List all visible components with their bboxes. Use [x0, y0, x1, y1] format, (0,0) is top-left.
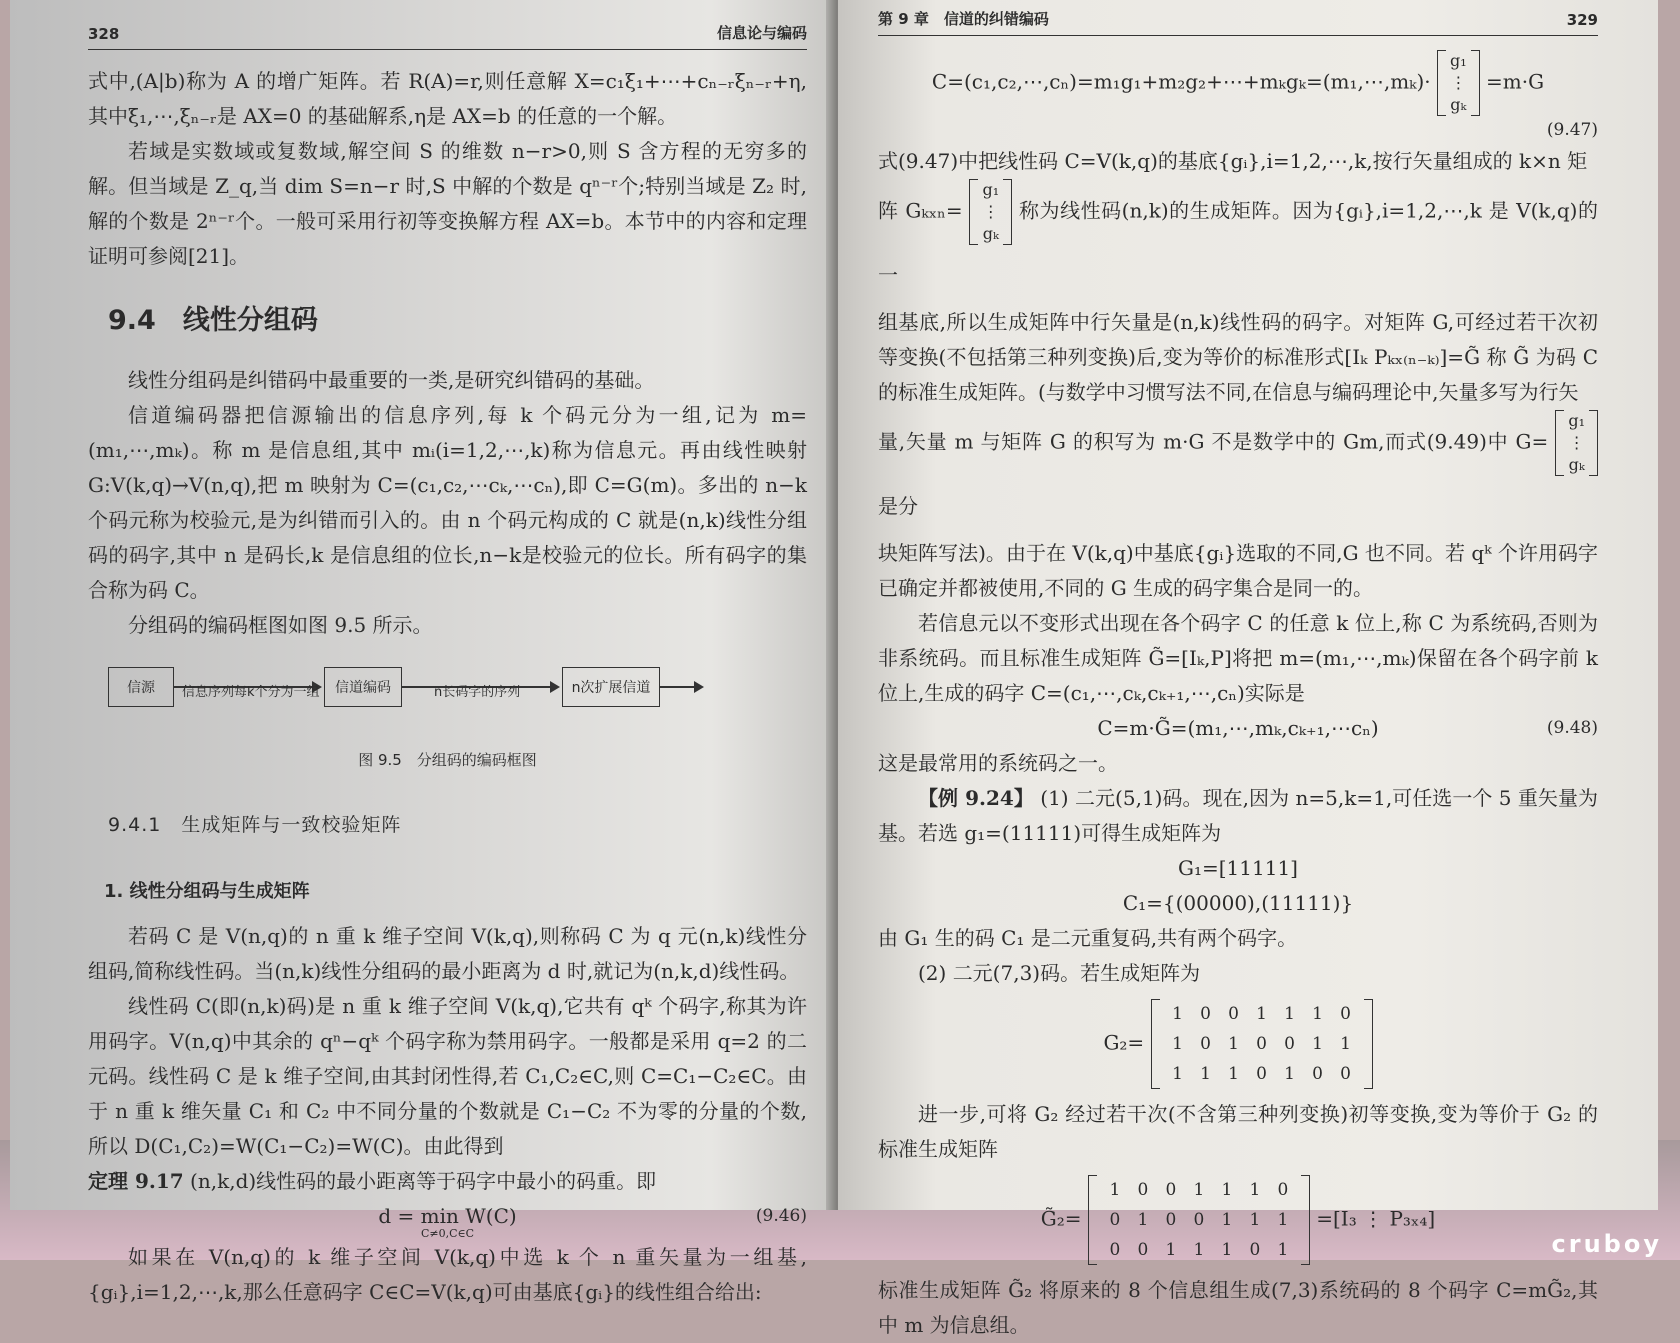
matrix-entry: 0 [1137, 1180, 1149, 1200]
matrix-entry: 1 [1193, 1180, 1205, 1200]
left-page [10, 0, 835, 1304]
matrix-entry: 1 [1165, 1240, 1177, 1260]
matrix-entry: 1 [1277, 1210, 1289, 1230]
section-paragraph-2: 信道编码器把信源输出的信息序列,每 k 个码元分为一组,记为 m=(m₁,⋯,mₖ)。称 m 是信息组,其中 mᵢ(i=1,2,⋯,k)称为信息元。再由线性映射 G:V(k,q)→V(n,q),把 m 映射为 C=(c₁,c₂,⋯cₖ,⋯cₙ),即 C=G(m)。多出的 n−k 个码元称为校验元,是为纠错而引入的。由 n 个码元构成的 C 就是(n,k)线性分组码的码字,其中 n 是码长,k 是信息组的位长,n−k是校验元的位长。所有码字的集合称为码 C。 [88, 403, 807, 602]
arrow-head-3 [694, 681, 704, 693]
matrix-entry: 0 [1256, 1064, 1267, 1084]
generator-matrix-prefix: 阵 Gₖₓₙ= [878, 198, 963, 223]
matrix-entry: 0 [1284, 1034, 1295, 1054]
right-paragraph-6: 若信息元以不变形式出现在各个码字 C 的任意 k 位上,称 C 为系统码,否则为非系统码。而且标准生成矩阵 G̃=[Iₖ,P]将把 m=(m₁,⋯,mₖ)保留在各个码字前 k 位上,生成的码字 C=(c₁,⋯,cₖ,cₖ₊₁,⋯,cₙ)实际是 [878, 611, 1598, 705]
right-paragraph-9: (2) 二元(7,3)码。若生成矩阵为 [918, 961, 1201, 985]
vector-entry: gₖ [982, 224, 999, 243]
vector-entry: gₖ [1568, 455, 1585, 474]
vector-entry: ⋮ [1568, 433, 1585, 452]
encoder-box: 信道编码 [324, 667, 402, 707]
arrow-head-2 [550, 681, 560, 693]
matrix-entry: 1 [1256, 1004, 1267, 1024]
source-box: 信源 [108, 667, 174, 707]
right-paragraph-11: 标准生成矩阵 G̃₂ 将原来的 8 个信息组生成(7,3)系统码的 8 个码字 C=mG̃₂,其中 m 为信息组。 [878, 1278, 1598, 1337]
matrix-entry: 1 [1228, 1034, 1239, 1054]
matrix-entry: 0 [1340, 1064, 1351, 1084]
section-paragraph-3: 分组码的编码框图如图 9.5 所示。 [128, 613, 433, 637]
right-paragraph-1: 式(9.47)中把线性码 C=V(k,q)的基底{gᵢ},i=1,2,⋯,k,按行矢量组成的 k×n 矩 [878, 149, 1588, 173]
g2t-tail: =[I₃ ⋮ P₃ₓ₄] [1316, 1206, 1436, 1231]
arrow1-label: 信息序列每k个分为一组 [182, 685, 320, 700]
matrix-entry: 0 [1340, 1004, 1351, 1024]
eq947-vector [1437, 50, 1480, 116]
matrix-entry: 1 [1109, 1180, 1121, 1200]
matrix-entry: 0 [1249, 1240, 1261, 1260]
matrix-entry: 1 [1312, 1034, 1323, 1054]
intro-paragraph-1: 式中,(A|b)称为 A 的增广矩阵。若 R(A)=r,则任意解 X=c₁ξ₁+⋯+cₙ₋ᵣξₙ₋ᵣ+η,其中ξ₁,⋯,ξₙ₋ᵣ是 AX=0 的基础解系,η是 AX=b 的任意的一个解。 [88, 69, 807, 128]
matrix-entry: 1 [1172, 1034, 1183, 1054]
right-page-number: 329 [1566, 11, 1598, 29]
example-paragraph [878, 781, 1598, 851]
block-matrix-vector [1555, 410, 1598, 476]
g2-matrix [1160, 999, 1364, 1089]
matrix-entry: 0 [1312, 1064, 1323, 1084]
matrix-entry: 1 [1284, 1004, 1295, 1024]
eq947-body: C=(c₁,c₂,⋯,cₙ)=m₁g₁+m₂g₂+⋯+mₖgₖ=(m₁,⋯,mₖ)· [931, 69, 1431, 94]
equation-9-46-body: d = min W(C) [378, 1204, 517, 1228]
g2-standard-matrix-equation [878, 1175, 1598, 1265]
matrix-entry: 1 [1340, 1034, 1351, 1054]
matrix-entry: 1 [1277, 1240, 1289, 1260]
vector-entry: g₁ [1449, 51, 1467, 70]
vector-entry: ⋮ [1450, 73, 1467, 92]
intro-paragraph-2: 若域是实数域或复数域,解空间 S 的维数 n−r>0,则 S 含方程的无穷多的解。但当域是 Z_q,当 dim S=n−r 时,S 中解的个数是 qⁿ⁻ʳ个;特别当域是 Z₂ 时,解的个数是 2ⁿ⁻ʳ个。一般可采用行初等变换解方程 AX=b。本节中的内容和定理证明可参阅[21]。 [88, 139, 807, 268]
theorem-label: 定理 9.17 [88, 1169, 184, 1193]
g2-matrix-equation [878, 999, 1598, 1089]
vector-entry: g₁ [982, 180, 1000, 199]
matrix-entry: 0 [1193, 1210, 1205, 1230]
right-paragraph-4 [878, 410, 1598, 536]
equation-9-47 [878, 50, 1598, 116]
eq948-body: C=m·G̃=(m₁,⋯,mₖ,cₖ₊₁,⋯cₙ) [1097, 716, 1379, 740]
left-page-number: 328 [88, 25, 120, 43]
vector-entry: gₖ [1450, 95, 1467, 114]
g1-equation: G₁=[11111] [1178, 856, 1298, 880]
equation-9-46-number: (9.46) [755, 1206, 807, 1226]
matrix-entry: 1 [1249, 1180, 1261, 1200]
body-paragraph-1: 若码 C 是 V(n,q)的 n 重 k 维子空间 V(k,q),则称码 C 为 q 元(n,k)线性分组码,简称线性码。当(n,k)线性分组码的最小距离为 d 时,就记为(n,k,d)线性码。 [88, 924, 807, 983]
right-running-title: 第 9 章 信道的纠错编码 [878, 10, 1049, 28]
subsubsection-title: 1. 线性分组码与生成矩阵 [104, 881, 310, 902]
equation-9-48 [878, 711, 1598, 746]
g2t-label: G̃₂= [1040, 1206, 1082, 1231]
eq947-tail: =m·G [1486, 69, 1545, 94]
matrix-entry: 1 [1249, 1210, 1261, 1230]
channel-box: n次扩展信道 [562, 667, 660, 707]
matrix-entry: 1 [1221, 1240, 1233, 1260]
eq947-number: (9.47) [1546, 120, 1598, 140]
g2-label: G₂= [1103, 1030, 1145, 1055]
closing-paragraph: 如果在 V(n,q)的 k 维子空间 V(k,q)中选 k 个 n 重矢量为一组基,{gᵢ},i=1,2,⋯,k,那么任意码字 C∈C=V(k,q)可由基底{gᵢ}的线性组合给出: [88, 1245, 807, 1304]
right-paragraph-8: 由 G₁ 生的码 C₁ 是二元重复码,共有两个码字。 [878, 926, 1298, 950]
matrix-entry: 0 [1109, 1210, 1121, 1230]
g2-standard-matrix [1097, 1175, 1301, 1265]
c1-equation: C₁={(00000),(11111)} [1122, 891, 1354, 915]
matrix-entry: 0 [1277, 1180, 1289, 1200]
para4-suffix: 是分 [878, 494, 918, 518]
matrix-entry: 1 [1221, 1180, 1233, 1200]
body-paragraph-2: 线性码 C(即(n,k)码)是 n 重 k 维子空间 V(k,q),它共有 qᵏ 个码字,称其为许用码字。V(n,q)中其余的 qⁿ−qᵏ 个码字称为禁用码字。一般都是采用 q=2 的二元码。线性码 C 是 k 维子空间,由其封闭性得,若 C₁,C₂∈C,则 C=C₁−C₂∈C。由于 n 重 k 维矢量 C₁ 和 C₂ 中不同分量的个数就是 C₁−C₂ 不为零的分量的个数,所以 D(C₁,C₂)=W(C₁−C₂)=W(C)。由此得到 [88, 994, 807, 1158]
equation-9-46 [88, 1199, 807, 1240]
left-page-header [88, 22, 807, 50]
matrix-entry: 1 [1312, 1004, 1323, 1024]
vector-entry: ⋮ [982, 202, 999, 221]
section-paragraph-1: 线性分组码是纠错码中最重要的一类,是研究纠错码的基础。 [128, 368, 655, 392]
matrix-entry: 1 [1172, 1004, 1183, 1024]
section-title: 9.4 线性分组码 [108, 305, 318, 336]
right-paragraph-3: 组基底,所以生成矩阵中行矢量是(n,k)线性码的码字。对矩阵 G,可经过若干次初等变换(不包括第三种列变换)后,变为等价的标准形式[Iₖ Pₖₓ₍ₙ₋ₖ₎]=G̃ 称 G̃ 为码 C 的标准生成矩阵。(与数学中习惯写法不同,在信息与编码理论中,矢量多写为行矢 [878, 310, 1598, 404]
watermark: cruboy [1551, 1230, 1662, 1258]
subsection-title: 9.4.1 生成矩阵与一致校验矩阵 [108, 814, 402, 836]
generator-matrix-suffix: 称为线性码(n,k)的生成矩阵。因为{gᵢ},i=1,2,⋯,k 是 V(k,q)的一 [878, 198, 1598, 287]
figure-caption: 图 9.5 分组码的编码框图 [358, 751, 537, 769]
theorem-9-17 [88, 1164, 807, 1199]
right-page-header [878, 8, 1598, 36]
right-paragraph-10: 进一步,可将 G₂ 经过若干次(不含第三种列变换)初等变换,变为等价于 G₂ 的标准生成矩阵 [878, 1102, 1598, 1161]
matrix-entry: 0 [1137, 1240, 1149, 1260]
right-paragraph-2 [878, 179, 1598, 305]
vector-entry: g₁ [1568, 411, 1585, 430]
para4-prefix: 量,矢量 m 与矩阵 G 的积写为 m·G 不是数学中的 Gm,而式(9.49)中 G= [878, 429, 1549, 454]
matrix-entry: 1 [1193, 1240, 1205, 1260]
matrix-entry: 1 [1137, 1210, 1149, 1230]
eq948-number: (9.48) [1546, 718, 1598, 738]
matrix-entry: 0 [1256, 1034, 1267, 1054]
matrix-entry: 1 [1172, 1064, 1183, 1084]
example-text: (1) 二元(5,1)码。现在,因为 n=5,k=1,可任选一个 5 重矢量为基。若选 g₁=(11111)可得生成矩阵为 [878, 786, 1599, 845]
right-paragraph-5: 块矩阵写法)。由于在 V(k,q)中基底{gᵢ}选取的不同,G 也不同。若 qᵏ 个许用码字已确定并都被使用,不同的 G 生成的码字集合是同一的。 [878, 541, 1598, 600]
left-running-title: 信息论与编码 [716, 24, 807, 42]
equation-9-46-subscript: C≠0,C∈C [420, 1227, 475, 1240]
theorem-text: (n,k,d)线性码的最小距离等于码字中最小的码重。即 [190, 1169, 657, 1193]
matrix-entry: 1 [1284, 1064, 1295, 1084]
matrix-entry: 0 [1165, 1210, 1177, 1230]
example-label: 【例 9.24】 [918, 786, 1034, 810]
matrix-entry: 0 [1200, 1034, 1211, 1054]
arrow-channel-out [660, 686, 696, 688]
matrix-entry: 1 [1228, 1064, 1239, 1084]
matrix-entry: 0 [1200, 1004, 1211, 1024]
arrow2-label: n长码字的序列 [434, 685, 521, 700]
matrix-entry: 0 [1109, 1240, 1121, 1260]
right-paragraph-7: 这是最常用的系统码之一。 [878, 751, 1118, 775]
matrix-entry: 1 [1221, 1210, 1233, 1230]
generator-matrix-vector [969, 179, 1012, 245]
matrix-entry: 1 [1200, 1064, 1211, 1084]
matrix-entry: 0 [1165, 1180, 1177, 1200]
encoding-block-diagram [108, 657, 807, 717]
matrix-entry: 0 [1228, 1004, 1239, 1024]
